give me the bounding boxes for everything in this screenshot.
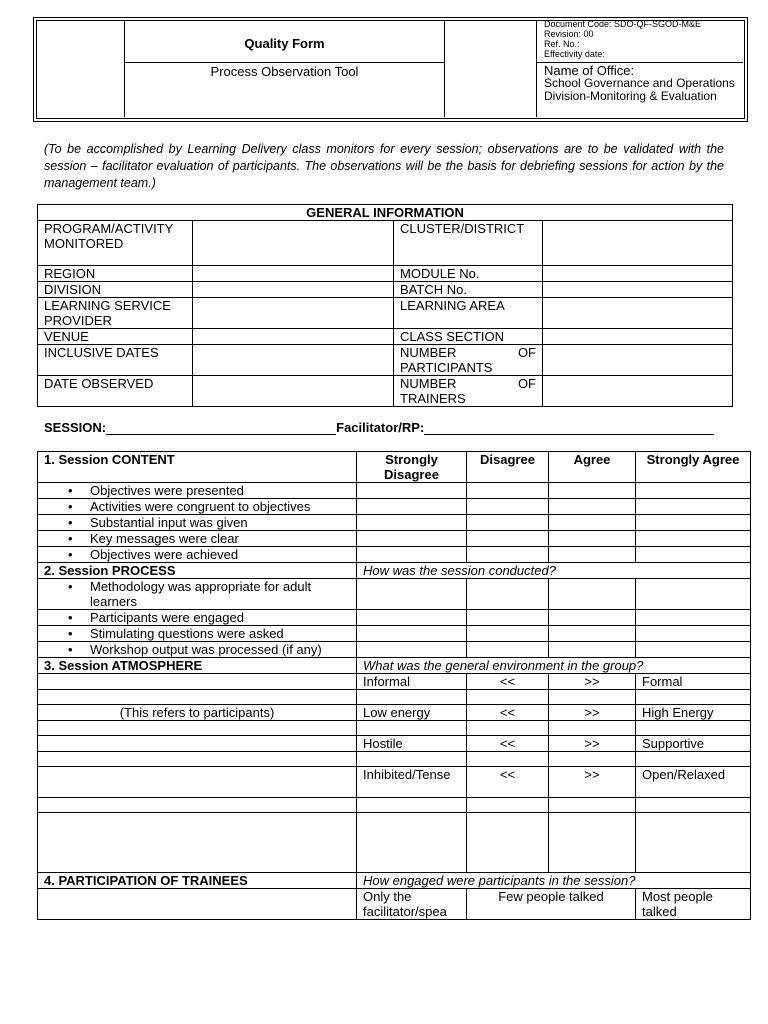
rating-cell[interactable] bbox=[467, 579, 549, 610]
rating-cell[interactable] bbox=[467, 483, 549, 499]
trainers-field[interactable] bbox=[543, 376, 733, 407]
rating-cell[interactable] bbox=[467, 531, 549, 547]
scale-right-arrow: >> bbox=[549, 705, 636, 721]
atmosphere-blank bbox=[357, 690, 467, 705]
rating-cell[interactable] bbox=[357, 642, 467, 658]
reference-number: Ref. No.: bbox=[544, 39, 580, 49]
atmosphere-blank bbox=[38, 721, 357, 736]
scale-left-arrow: << bbox=[467, 674, 549, 690]
content-item: • Objectives were presented bbox=[38, 483, 357, 499]
class-section-label: CLASS SECTION bbox=[394, 329, 543, 345]
batch-field[interactable] bbox=[543, 282, 733, 298]
col-disagree: Disagree bbox=[467, 452, 549, 483]
scale-right-arrow: >> bbox=[549, 674, 636, 690]
col-strongly-agree: Strongly Agree bbox=[636, 452, 751, 483]
document-meta bbox=[544, 19, 701, 59]
session-label: SESSION: bbox=[44, 420, 107, 435]
rating-cell[interactable] bbox=[549, 499, 636, 515]
venue-label: VENUE bbox=[38, 329, 193, 345]
rating-cell[interactable] bbox=[549, 483, 636, 499]
atmosphere-blank bbox=[38, 767, 357, 798]
rating-cell[interactable] bbox=[467, 547, 549, 563]
scale-left-arrow: << bbox=[467, 736, 549, 752]
learning-area-label: LEARNING AREA bbox=[394, 298, 543, 329]
atmosphere-blank bbox=[38, 674, 357, 690]
atmosphere-blank bbox=[636, 721, 751, 736]
scale-low: Low energy bbox=[357, 705, 467, 721]
scale-high: Supportive bbox=[636, 736, 751, 752]
module-field[interactable] bbox=[543, 266, 733, 282]
atmosphere-note: (This refers to participants) bbox=[38, 705, 357, 721]
office-info bbox=[544, 64, 740, 103]
atmosphere-blank bbox=[636, 690, 751, 705]
rating-cell[interactable] bbox=[636, 610, 751, 626]
atmosphere-blank bbox=[636, 798, 751, 813]
atmosphere-question: What was the general environment in the group? bbox=[357, 658, 751, 674]
rating-cell[interactable] bbox=[467, 610, 549, 626]
date-observed-label: DATE OBSERVED bbox=[38, 376, 193, 407]
atmosphere-heading: 3. Session ATMOSPHERE bbox=[38, 658, 357, 674]
header-divider bbox=[124, 62, 444, 63]
scale-high: Formal bbox=[636, 674, 751, 690]
form-title: Quality Form bbox=[244, 36, 325, 51]
provider-label: LEARNING SERVICE PROVIDER bbox=[38, 298, 193, 329]
rating-cell[interactable] bbox=[636, 499, 751, 515]
rating-cell[interactable] bbox=[467, 626, 549, 642]
participants-field[interactable] bbox=[543, 345, 733, 376]
process-item: • Stimulating questions were asked bbox=[38, 626, 357, 642]
document-code: Document Code: SDO-QF-SGOD-M&E bbox=[544, 19, 702, 29]
rating-cell[interactable] bbox=[357, 610, 467, 626]
atmosphere-blank bbox=[549, 752, 636, 767]
effectivity-date: Effectivity date: bbox=[544, 49, 605, 59]
rating-cell[interactable] bbox=[467, 499, 549, 515]
rating-cell[interactable] bbox=[549, 547, 636, 563]
facilitator-label: Facilitator/RP: bbox=[336, 420, 425, 435]
module-label: MODULE No. bbox=[394, 266, 543, 282]
atmosphere-blank bbox=[357, 813, 467, 873]
rating-cell[interactable] bbox=[467, 515, 549, 531]
participants-label: NUMBER OF PARTICIPANTS bbox=[394, 345, 543, 376]
atmosphere-blank bbox=[549, 690, 636, 705]
rating-cell[interactable] bbox=[357, 547, 467, 563]
participation-option-1-text: Only the facilitator/spea bbox=[363, 889, 447, 919]
inclusive-dates-field[interactable] bbox=[193, 345, 394, 376]
rating-cell[interactable] bbox=[467, 642, 549, 658]
atmosphere-blank bbox=[636, 752, 751, 767]
process-item: • Participants were engaged bbox=[38, 610, 357, 626]
content-item: • Substantial input was given bbox=[38, 515, 357, 531]
scale-left-arrow: << bbox=[467, 705, 549, 721]
atmosphere-blank bbox=[38, 736, 357, 752]
atmosphere-blank bbox=[38, 798, 357, 813]
rating-cell[interactable] bbox=[636, 515, 751, 531]
atmosphere-blank bbox=[467, 752, 549, 767]
participation-question: How engaged were participants in the session? bbox=[357, 873, 751, 889]
process-item: • Methodology was appropriate for adult learners bbox=[38, 579, 357, 610]
rating-cell[interactable] bbox=[549, 515, 636, 531]
rating-cell[interactable] bbox=[357, 499, 467, 515]
content-item: • Objectives were achieved bbox=[38, 547, 357, 563]
class-section-field[interactable] bbox=[543, 329, 733, 345]
scale-low: Informal bbox=[357, 674, 467, 690]
learning-area-field[interactable] bbox=[543, 298, 733, 329]
cluster-label: CLUSTER/DISTRICT bbox=[394, 221, 543, 266]
rating-cell[interactable] bbox=[636, 642, 751, 658]
atmosphere-blank bbox=[549, 813, 636, 873]
general-information-table bbox=[37, 204, 733, 407]
atmosphere-blank bbox=[549, 721, 636, 736]
participation-option-1 bbox=[357, 889, 467, 920]
session-field[interactable] bbox=[106, 421, 336, 435]
atmosphere-blank bbox=[357, 721, 467, 736]
division-label: DIVISION bbox=[38, 282, 193, 298]
header-divider bbox=[444, 20, 445, 117]
atmosphere-blank bbox=[38, 813, 357, 873]
form-subtitle: Process Observation Tool bbox=[210, 64, 359, 79]
trainers-label: NUMBER OF TRAINERS bbox=[394, 376, 543, 407]
cluster-field[interactable] bbox=[543, 221, 733, 266]
program-field[interactable] bbox=[193, 221, 394, 266]
observation-table bbox=[37, 451, 751, 920]
rating-cell[interactable] bbox=[357, 531, 467, 547]
scale-high: High Energy bbox=[636, 705, 751, 721]
batch-label: BATCH No. bbox=[394, 282, 543, 298]
scale-right-arrow: >> bbox=[549, 767, 636, 798]
content-item: • Activities were congruent to objectives bbox=[38, 499, 357, 515]
rating-cell[interactable] bbox=[636, 547, 751, 563]
rating-cell[interactable] bbox=[549, 610, 636, 626]
process-heading: 2. Session PROCESS bbox=[38, 563, 357, 579]
inclusive-dates-label: INCLUSIVE DATES bbox=[38, 345, 193, 376]
rating-cell[interactable] bbox=[357, 483, 467, 499]
atmosphere-blank bbox=[38, 752, 357, 767]
participation-option-3: Most people talked bbox=[636, 889, 751, 920]
content-item: • Key messages were clear bbox=[38, 531, 357, 547]
atmosphere-blank bbox=[467, 721, 549, 736]
rating-cell[interactable] bbox=[357, 515, 467, 531]
atmosphere-blank bbox=[357, 798, 467, 813]
process-question: How was the session conducted? bbox=[357, 563, 751, 579]
atmosphere-blank bbox=[636, 813, 751, 873]
venue-field[interactable] bbox=[193, 329, 394, 345]
atmosphere-blank bbox=[549, 798, 636, 813]
atmosphere-blank bbox=[467, 813, 549, 873]
general-information-heading: GENERAL INFORMATION bbox=[38, 205, 733, 221]
rating-cell[interactable] bbox=[636, 626, 751, 642]
rating-cell[interactable] bbox=[636, 579, 751, 610]
scale-low: Inhibited/Tense bbox=[357, 767, 467, 798]
region-label: REGION bbox=[38, 266, 193, 282]
region-field[interactable] bbox=[193, 266, 394, 282]
provider-field[interactable] bbox=[193, 298, 394, 329]
rating-cell[interactable] bbox=[549, 531, 636, 547]
rating-cell[interactable] bbox=[549, 626, 636, 642]
atmosphere-blank bbox=[467, 798, 549, 813]
participation-blank bbox=[38, 889, 357, 920]
content-heading: 1. Session CONTENT bbox=[38, 452, 357, 483]
rating-cell[interactable] bbox=[636, 531, 751, 547]
rating-cell[interactable] bbox=[549, 642, 636, 658]
division-field[interactable] bbox=[193, 282, 394, 298]
date-observed-field[interactable] bbox=[193, 376, 394, 407]
rating-cell[interactable] bbox=[357, 626, 467, 642]
revision: Revision: 00 bbox=[544, 29, 594, 39]
scale-left-arrow: << bbox=[467, 767, 549, 798]
scale-high: Open/Relaxed bbox=[636, 767, 751, 798]
header-divider bbox=[536, 20, 537, 117]
facilitator-field[interactable] bbox=[424, 421, 714, 435]
office-name: School Governance and Operations Division-Monitoring & Evaluation bbox=[544, 76, 735, 103]
program-label: PROGRAM/ACTIVITY MONITORED bbox=[38, 221, 193, 266]
atmosphere-blank bbox=[357, 752, 467, 767]
participation-heading: 4. PARTICIPATION OF TRAINEES bbox=[38, 873, 357, 889]
scale-right-arrow: >> bbox=[549, 736, 636, 752]
session-line bbox=[44, 420, 734, 435]
participation-option-2: Few people talked bbox=[467, 889, 636, 920]
col-strongly-disagree: Strongly Disagree bbox=[357, 452, 467, 483]
office-label: Name of Office: bbox=[544, 63, 635, 78]
atmosphere-blank bbox=[467, 690, 549, 705]
scale-low: Hostile bbox=[357, 736, 467, 752]
atmosphere-blank bbox=[38, 690, 357, 705]
rating-cell[interactable] bbox=[636, 483, 751, 499]
process-item: • Workshop output was processed (if any) bbox=[38, 642, 357, 658]
rating-cell[interactable] bbox=[357, 579, 467, 610]
rating-cell[interactable] bbox=[549, 579, 636, 610]
col-agree: Agree bbox=[549, 452, 636, 483]
instructions: (To be accomplished by Learning Delivery class monitors for every session; observations are to be validated with the session – facilitator evaluation of participants. The observations will be the basis for debriefing sessions for action by the management team.) bbox=[44, 142, 724, 190]
